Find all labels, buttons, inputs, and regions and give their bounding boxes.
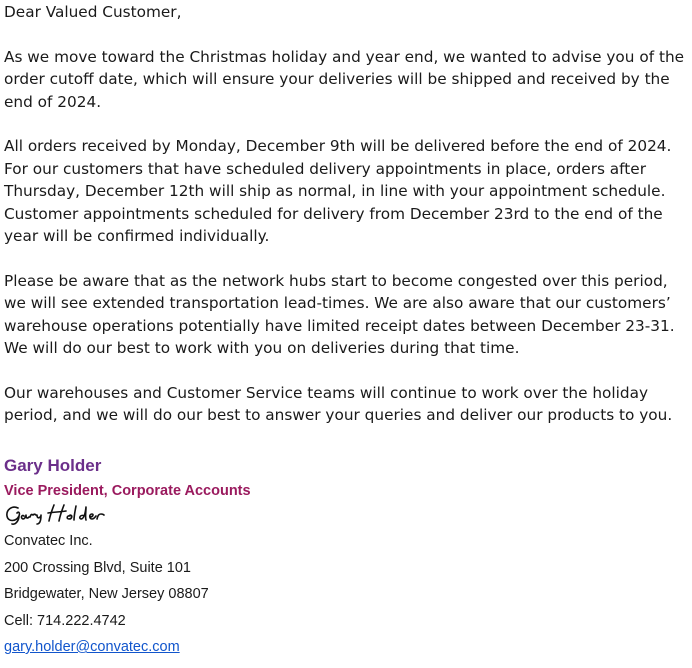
paragraph-cutoff-intro: As we move toward the Christmas holiday and year end, we wanted to advise you of the order cutoff date, which will ensure your deliveries will be shipped and received by the end of 2024.: [4, 47, 685, 111]
signature-company: Convatec Inc.: [4, 533, 93, 549]
signature-name: Gary Holder: [4, 456, 102, 475]
paragraph-delivery-dates-text: All orders received by Monday, December 9th will be delivered before the end of 2024. For our customers that have scheduled delivery appointments in place, orders after Thursday, December 12th will ship as normal, in line with your appointment schedule.: [4, 137, 672, 201]
signature-address-line2: Bridgewater, New Jersey 08807: [4, 586, 209, 602]
email-signature: [4, 454, 684, 661]
letter-body: [4, 0, 690, 449]
signature-title: Vice President, Corporate Accounts: [4, 483, 251, 499]
paragraph-congestion: Please be aware that as the network hubs start to become congested over this period, we will see extended transportation lead-times. We are also aware that our customers’ warehouse operations potentially have limited receipt dates between December 23-31. We will do our best to work with you on deliveries during that time.: [4, 271, 675, 358]
greeting: Dear Valued Customer,: [4, 3, 182, 21]
paragraph-holiday-operations: Our warehouses and Customer Service teams will continue to work over the holiday period, and we will do our best to answer your queries and deliver our products to you.: [4, 383, 673, 425]
signature-address-line1: 200 Crossing Blvd, Suite 101: [4, 559, 191, 576]
paragraph-delivery-dates: [4, 135, 690, 247]
paragraph-appointments-text: Customer appointments scheduled for delivery from December 23rd to the end of the year will be confirmed individually.: [4, 204, 663, 246]
handwritten-signature: [4, 502, 124, 526]
signature-email-link[interactable]: gary.holder@convatec.com: [4, 639, 180, 655]
signature-cell: Cell: 714.222.4742: [4, 612, 126, 629]
